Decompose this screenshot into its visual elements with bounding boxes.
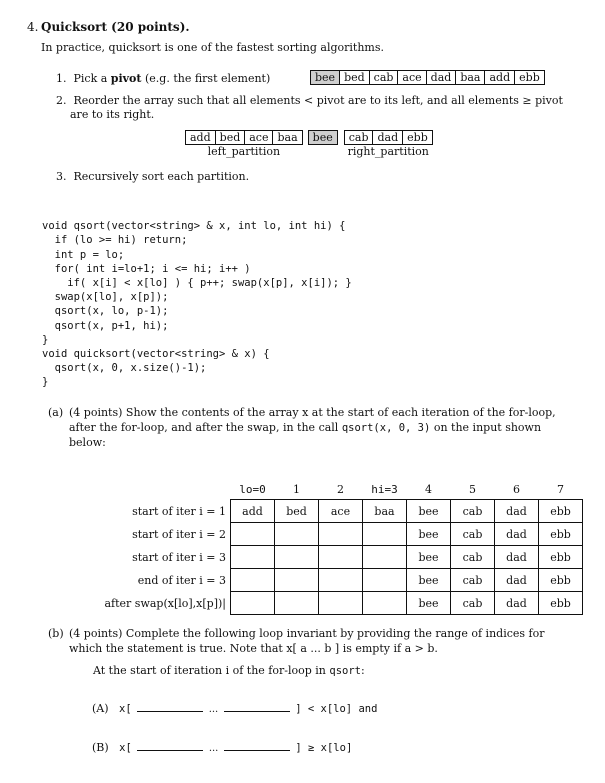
code-line: } xyxy=(42,376,49,389)
code-line: qsort(x, lo, p-1); xyxy=(42,305,169,318)
table-cell[interactable] xyxy=(319,592,363,615)
array-cell: add xyxy=(186,131,216,144)
table-cell: bee xyxy=(407,523,451,546)
table-cell: cab xyxy=(451,592,495,615)
table-row xyxy=(76,592,583,615)
table-cell[interactable] xyxy=(363,523,407,546)
array-cell: dad xyxy=(373,131,403,144)
invariant-b-end-blank[interactable] xyxy=(224,742,290,751)
problem-number: 4. xyxy=(27,20,39,34)
array-cell: ace xyxy=(245,131,273,144)
table-row xyxy=(76,500,583,523)
array-cell: ebb xyxy=(519,71,540,84)
column-header: hi=3 xyxy=(371,482,398,496)
column-header: 7 xyxy=(557,482,564,496)
row-label: start of iter i = 3 xyxy=(132,550,226,564)
table-cell[interactable] xyxy=(363,569,407,592)
table-cell[interactable] xyxy=(231,569,275,592)
code-block xyxy=(42,205,352,404)
step-3: 3. Recursively sort each partition. xyxy=(56,170,250,183)
left-partition-label: left_partition xyxy=(207,145,281,158)
code-line: qsort(x, 0, x.size()-1); xyxy=(42,362,207,375)
table-cell: dad xyxy=(495,569,539,592)
table-row xyxy=(76,546,583,569)
code-line: int p = lo; xyxy=(42,248,125,261)
table-cell: cab xyxy=(451,569,495,592)
part-b-line2: which the statement is true. Note that x[ a ... b ] is empty if a > b. xyxy=(69,642,438,655)
part-a-line2: after the for-loop, and after the swap, in the call qsort(x, 0, 3) on the input shown xyxy=(69,421,542,434)
table-cell[interactable] xyxy=(319,546,363,569)
part-a-label: (a) xyxy=(48,406,64,419)
right-partition-cells xyxy=(344,130,433,145)
table-cell: bee xyxy=(407,546,451,569)
row-label: start of iter i = 2 xyxy=(132,527,226,541)
part-a-line1: (4 points) Show the contents of the array x at the start of each iteration of the for-loop, xyxy=(69,406,556,419)
array-cell: baa xyxy=(277,131,298,144)
table-cell[interactable] xyxy=(275,592,319,615)
step-1: 1. Pick a pivot (e.g. the first element) xyxy=(56,72,271,85)
table-cell: ebb xyxy=(539,546,583,569)
table-cell: dad xyxy=(495,500,539,523)
table-cell[interactable] xyxy=(275,546,319,569)
part-b-line1: (4 points) Complete the following loop invariant by providing the range of indices for xyxy=(69,627,545,640)
table-cell[interactable] xyxy=(319,569,363,592)
invariant-a-end-blank[interactable] xyxy=(224,703,290,712)
table-cell: add xyxy=(231,500,275,523)
table-cell: ebb xyxy=(539,523,583,546)
row-label: start of iter i = 1 xyxy=(132,504,226,518)
column-header: 2 xyxy=(337,482,344,496)
row-label: after swap(x[lo],x[p])| xyxy=(104,596,226,610)
table-cell: dad xyxy=(495,592,539,615)
table-cell: baa xyxy=(363,500,407,523)
left-partition-cells xyxy=(185,130,303,145)
array-cell: cab xyxy=(370,71,399,84)
partition-diagram xyxy=(185,130,433,159)
code-line: swap(x[lo], x[p]); xyxy=(42,291,169,304)
array-cell: baa xyxy=(456,71,485,84)
table-cell: cab xyxy=(451,546,495,569)
problem-title: Quicksort (20 points). xyxy=(41,20,190,34)
invariant-a: (A) x[ ... ] < x[lo] and xyxy=(92,702,378,715)
table-cell: cab xyxy=(451,523,495,546)
step-2: 2. Reorder the array such that all elements < pivot are to its left, and all elements ≥ pivot xyxy=(56,94,563,107)
column-header: 5 xyxy=(469,482,476,496)
table-cell: bee xyxy=(407,592,451,615)
table-cell[interactable] xyxy=(319,523,363,546)
step-2-cont: are to its right. xyxy=(70,108,155,121)
code-line: for( int i=lo+1; i <= hi; i++ ) xyxy=(42,262,251,275)
column-header: 4 xyxy=(425,482,432,496)
example-array xyxy=(310,70,545,85)
array-cell: add xyxy=(485,71,515,84)
invariant-a-start-blank[interactable] xyxy=(137,703,203,712)
table-cell: ebb xyxy=(539,592,583,615)
table-cell: bed xyxy=(275,500,319,523)
code-line: qsort(x, p+1, hi); xyxy=(42,319,169,332)
problem-intro: In practice, quicksort is one of the fastest sorting algorithms. xyxy=(41,41,384,54)
invariant-b: (B) x[ ... ] ≥ x[lo] xyxy=(92,741,353,754)
table-cell[interactable] xyxy=(275,523,319,546)
table-cell: dad xyxy=(495,546,539,569)
table-cell[interactable] xyxy=(363,592,407,615)
part-b-label: (b) xyxy=(48,627,64,640)
table-cell: ebb xyxy=(539,569,583,592)
part-a-line3: below: xyxy=(69,436,106,449)
array-cell: cab xyxy=(345,131,374,144)
column-header: 6 xyxy=(513,482,520,496)
table-cell: cab xyxy=(451,500,495,523)
array-cell: ebb xyxy=(407,131,428,144)
code-line: void quicksort(vector<string> & x) { xyxy=(42,348,270,361)
table-cell[interactable] xyxy=(231,546,275,569)
pivot-cell: bee xyxy=(308,130,338,145)
table-cell: ace xyxy=(319,500,363,523)
table-cell: bee xyxy=(407,569,451,592)
column-header: lo=0 xyxy=(239,482,266,496)
code-line: void qsort(vector<string> & x, int lo, int hi) { xyxy=(42,220,346,233)
row-label: end of iter i = 3 xyxy=(137,573,226,587)
table-cell: ebb xyxy=(539,500,583,523)
array-cell: ace xyxy=(398,71,426,84)
array-cell: bed xyxy=(340,71,370,84)
right-partition-label: right_partition xyxy=(347,145,429,158)
code-line: if( x[i] < x[lo] ) { p++; swap(x[p], x[i]); } xyxy=(42,277,352,290)
table-row xyxy=(76,523,583,546)
table-cell[interactable] xyxy=(231,523,275,546)
code-line: } xyxy=(42,333,49,346)
invariant-b-start-blank[interactable] xyxy=(137,742,203,751)
part-b-line3: At the start of iteration i of the for-loop in qsort: xyxy=(93,664,365,677)
code-line: if (lo >= hi) return; xyxy=(42,234,188,247)
table-row xyxy=(76,569,583,592)
table-cell[interactable] xyxy=(231,592,275,615)
table-cell: bee xyxy=(407,500,451,523)
table-cell[interactable] xyxy=(275,569,319,592)
table-cell: dad xyxy=(495,523,539,546)
table-cell[interactable] xyxy=(363,546,407,569)
column-header: 1 xyxy=(293,482,300,496)
trace-table xyxy=(76,479,583,615)
array-cell: bee xyxy=(311,71,340,84)
array-cell: dad xyxy=(427,71,457,84)
array-cell: bed xyxy=(216,131,246,144)
